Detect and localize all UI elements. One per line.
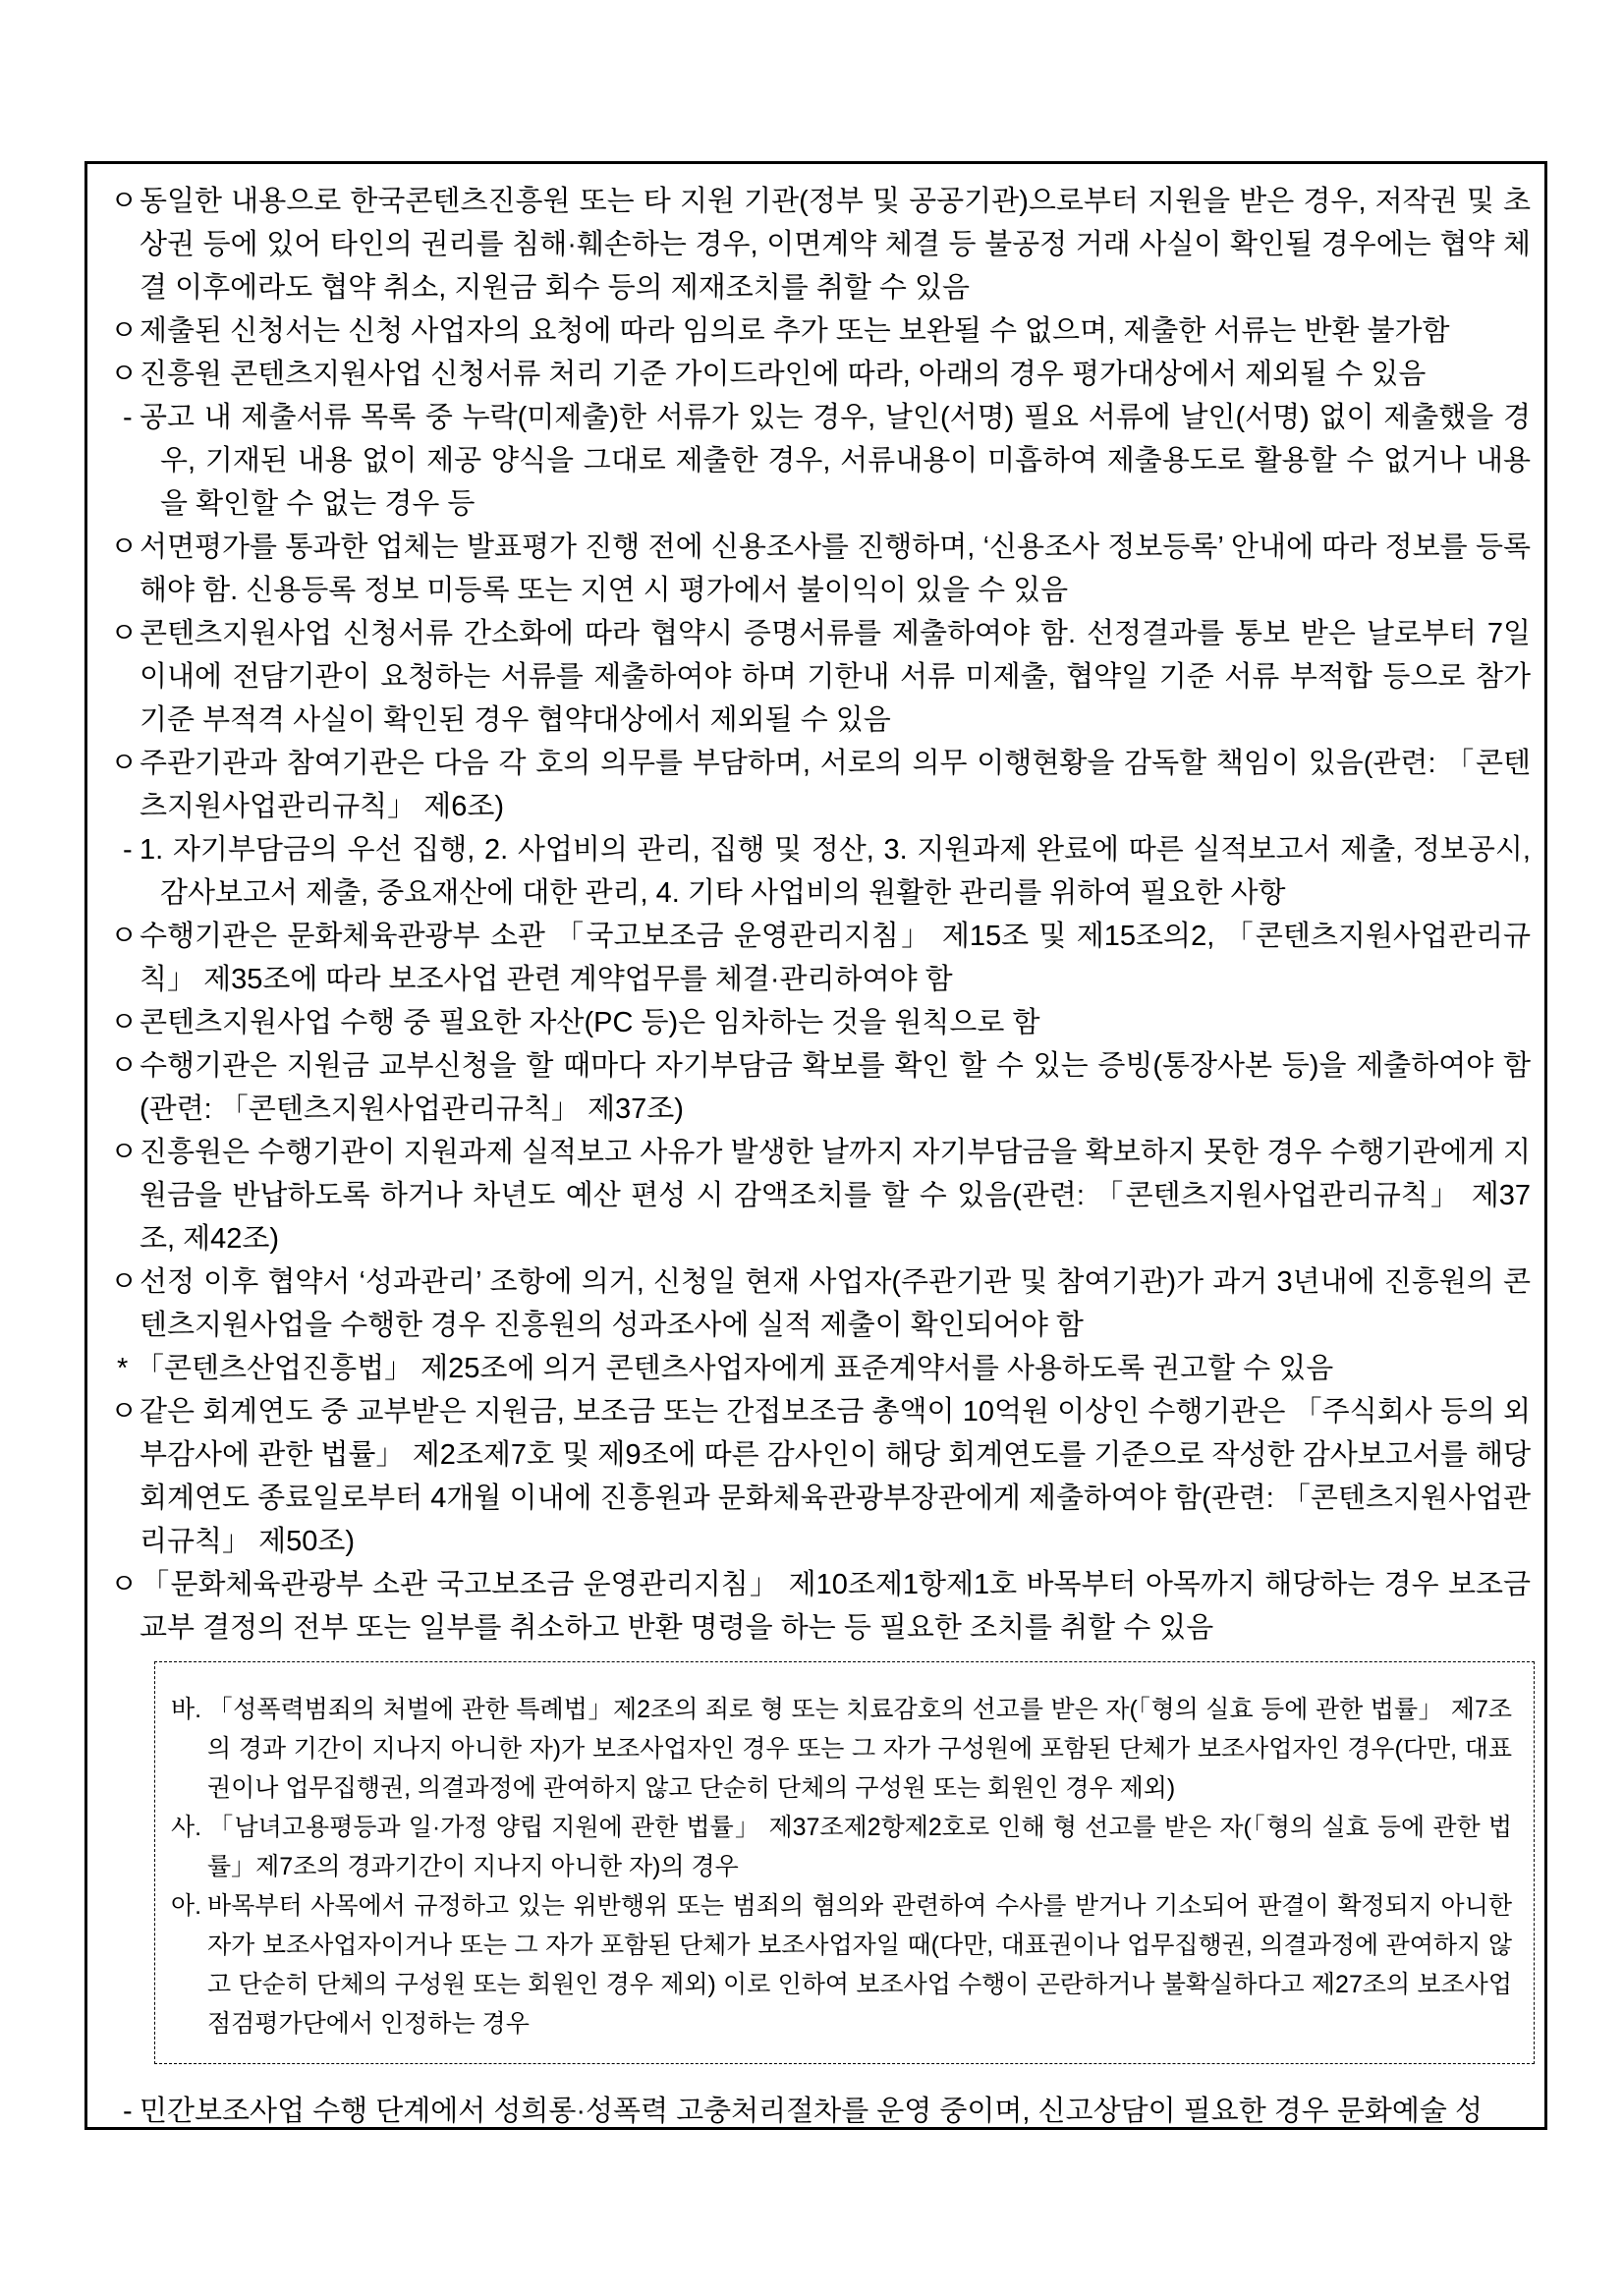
bullet-marker: ㅇ (110, 532, 139, 563)
list-item (87, 1563, 1531, 1650)
legal-clause-item (171, 1886, 1512, 2044)
legal-clause-item (171, 1690, 1512, 1808)
dash-marker: - (123, 402, 133, 433)
list-item-text: 진흥원 콘텐츠지원사업 신청서류 처리 기준 가이드라인에 따라, 아래의 경우 평가대상에서 제외될 수 있음 (140, 359, 1427, 390)
dash-marker: - (123, 834, 133, 866)
bullet-marker: ㅇ (110, 921, 139, 952)
list-item-text: 「문화체육관광부 소관 국고보조금 운영관리지침」 제10조제1항제1호 바목부터 아목까지 해당하는 경우 보조금 교부 결정의 전부 또는 일부를 취소하고 반환 명령을 하는 등 필요한 조치를 취할 수 있음 (140, 1569, 1531, 1644)
list-item-text: 선정 이후 협약서 ‘성과관리’ 조항에 의거, 신청일 현재 사업자(주관기관 및 참여기관)가 과거 3년내에 진흥원의 콘텐츠지원사업을 수행한 경우 진흥원의 성과조사에 실적 제출이 확인되어야 함 (140, 1266, 1531, 1341)
sub-list-item (87, 828, 1531, 915)
sub-list-item (87, 396, 1531, 526)
list-item-text: 콘텐츠지원사업 신청서류 간소화에 따라 협약시 증명서류를 제출하여야 함. 선정결과를 통보 받은 날로부터 7일 이내에 전담기관이 요청하는 서류를 제출하여야 하며 기한내 서류 미제출, 협약일 기준 서류 부적합 등으로 참가 기준 부적격 사실이 확인된 경우 협약대상에서 제외될 수 있음 (140, 618, 1531, 736)
clause-text: 바목부터 사목에서 규정하고 있는 위반행위 또는 범죄의 혐의와 관련하여 수사를 받거나 기소되어 판결이 확정되지 아니한 자가 보조사업자이거나 또는 그 자가 포함된 단체가 보조사업자일 때(다만, 대표권이나 업무집행권, 의결과정에 관여하지 않고 단순히 단체의 구성원 또는 회원인 경우 제외) 이로 인하여 보조사업 수행이 곤란하거나 불확실하다고 제27조의 보조사업점검평가단에서 인정하는 경우 (207, 1892, 1512, 2038)
list-item-text: 주관기관과 참여기관은 다음 각 호의 의무를 부담하며, 서로의 의무 이행현황을 감독할 책임이 있음(관련: 「콘텐츠지원사업관리규칙」 제6조) (140, 748, 1531, 822)
list-item-text: 민간보조사업 수행 단계에서 성희롱·성폭력 고충처리절차를 운영 중이며, 신고상담이 필요한 경우 문화예술 성 (140, 2096, 1483, 2127)
list-item-text: 「콘텐츠산업진흥법」 제25조에 의거 콘텐츠사업자에게 표준계약서를 사용하도록 권고할 수 있음 (136, 1353, 1334, 1384)
bullet-marker: ㅇ (110, 1266, 139, 1298)
list-item-text: 동일한 내용으로 한국콘텐츠진흥원 또는 타 지원 기관(정부 및 공공기관)으로부터 지원을 받은 경우, 저작권 및 초상권 등에 있어 타인의 권리를 침해·훼손하는 경우, 이면계약 체결 등 불공정 거래 사실이 확인될 경우에는 협약 체결 이후에라도 협약 취소, 지원금 회수 등의 제재조치를 취할 수 있음 (140, 186, 1531, 304)
list-item-text: 수행기관은 지원금 교부신청을 할 때마다 자기부담금 확보를 확인 할 수 있는 증빙(통장사본 등)을 제출하여야 함(관련: 「콘텐츠지원사업관리규칙」 제37조) (140, 1050, 1531, 1125)
bullet-marker: ㅇ (110, 1007, 139, 1038)
list-item (87, 1260, 1531, 1347)
list-item (87, 353, 1531, 396)
bullet-marker: ㅇ (110, 186, 139, 217)
bullet-marker: ㅇ (110, 359, 139, 390)
list-item (87, 1044, 1531, 1131)
list-item (87, 915, 1531, 1001)
list-item (87, 1001, 1531, 1044)
list-item (87, 1390, 1531, 1563)
bullet-marker: ㅇ (110, 1396, 139, 1428)
list-item (87, 612, 1531, 742)
list-item-text: 같은 회계연도 중 교부받은 지원금, 보조금 또는 간접보조금 총액이 10억원 이상인 수행기관은 「주식회사 등의 외부감사에 관한 법률」 제2조제7호 및 제9조에 따른 감사인이 해당 회계연도를 기준으로 작성한 감사보고서를 해당 회계연도 종료일로부터 4개월 이내에 진흥원과 문화체육관광부장관에게 제출하여야 함(관련: 「콘텐츠지원사업관리규칙」 제50조) (140, 1396, 1531, 1557)
bullet-marker: ㅇ (110, 1050, 139, 1082)
list-item (87, 309, 1531, 353)
legal-clause-box (154, 1661, 1535, 2064)
bullet-marker: ㅇ (110, 1569, 139, 1600)
list-item-text: 진흥원은 수행기관이 지원과제 실적보고 사유가 발생한 날까지 자기부담금을 확보하지 못한 경우 수행기관에게 지원금을 반납하도록 하거나 차년도 예산 편성 시 감액조치를 할 수 있음(관련: 「콘텐츠지원사업관리규칙」 제37조, 제42조) (140, 1137, 1531, 1255)
asterisk-marker: * (117, 1353, 129, 1384)
list-item-text: 콘텐츠지원사업 수행 중 필요한 자산(PC 등)은 임차하는 것을 원칙으로 함 (140, 1007, 1040, 1038)
list-item (87, 526, 1531, 612)
note-item (87, 1347, 1531, 1390)
sub-list-item (87, 2090, 1531, 2130)
clause-text: 「성폭력범죄의 처벌에 관한 특례법」제2조의 죄로 형 또는 치료감호의 선고를 받은 자(「형의 실효 등에 관한 법률」 제7조의 경과 기간이 지나지 아니한 자)가 보조사업자인 경우 또는 그 자가 구성원에 포함된 단체가 보조사업자인 경우(다만, 대표권이나 업무집행권, 의결과정에 관여하지 않고 단순히 단체의 구성원 또는 회원인 경우 제외) (207, 1696, 1512, 1802)
legal-clause-item (171, 1808, 1512, 1886)
bullet-marker: ㅇ (110, 1137, 139, 1168)
list-item (87, 742, 1531, 828)
list-item (87, 1131, 1531, 1260)
bullet-marker: ㅇ (110, 748, 139, 779)
bullet-marker: ㅇ (110, 315, 139, 347)
list-item-text: 1. 자기부담금의 우선 집행, 2. 사업비의 관리, 집행 및 정산, 3. 지원과제 완료에 따른 실적보고서 제출, 정보공시, 감사보고서 제출, 중요재산에 대한 관리, 4. 기타 사업비의 원활한 관리를 위하여 필요한 사항 (140, 834, 1531, 909)
clause-label: 바. (171, 1696, 202, 1723)
list-item-text: 공고 내 제출서류 목록 중 누락(미제출)한 서류가 있는 경우, 날인(서명) 필요 서류에 날인(서명) 없이 제출했을 경우, 기재된 내용 없이 제공 양식을 그대로 제출한 경우, 서류내용이 미흡하여 제출용도로 활용할 수 없거나 내용을 확인할 수 없는 경우 등 (140, 402, 1531, 520)
document-content-box (84, 161, 1547, 2130)
bullet-marker: ㅇ (110, 618, 139, 649)
list-item-text: 서면평가를 통과한 업체는 발표평가 진행 전에 신용조사를 진행하며, ‘신용조사 정보등록’ 안내에 따라 정보를 등록해야 함. 신용등록 정보 미등록 또는 지연 시 평가에서 불이익이 있을 수 있음 (140, 532, 1531, 606)
list-item (87, 180, 1531, 309)
dash-marker: - (123, 2096, 133, 2127)
clause-label: 아. (171, 1892, 202, 1920)
clause-label: 사. (171, 1814, 202, 1841)
list-item-text: 수행기관은 문화체육관광부 소관 「국고보조금 운영관리지침」 제15조 및 제15조의2, 「콘텐츠지원사업관리규칙」 제35조에 따라 보조사업 관련 계약업무를 체결·관리하여야 함 (140, 921, 1531, 995)
clause-text: 「남녀고용평등과 일·가정 양립 지원에 관한 법률」 제37조제2항제2호로 인해 형 선고를 받은 자(「형의 실효 등에 관한 법률」제7조의 경과기간이 지나지 아니한 자)의 경우 (207, 1814, 1512, 1880)
list-item-text: 제출된 신청서는 신청 사업자의 요청에 따라 임의로 추가 또는 보완될 수 없으며, 제출한 서류는 반환 불가함 (140, 315, 1450, 347)
